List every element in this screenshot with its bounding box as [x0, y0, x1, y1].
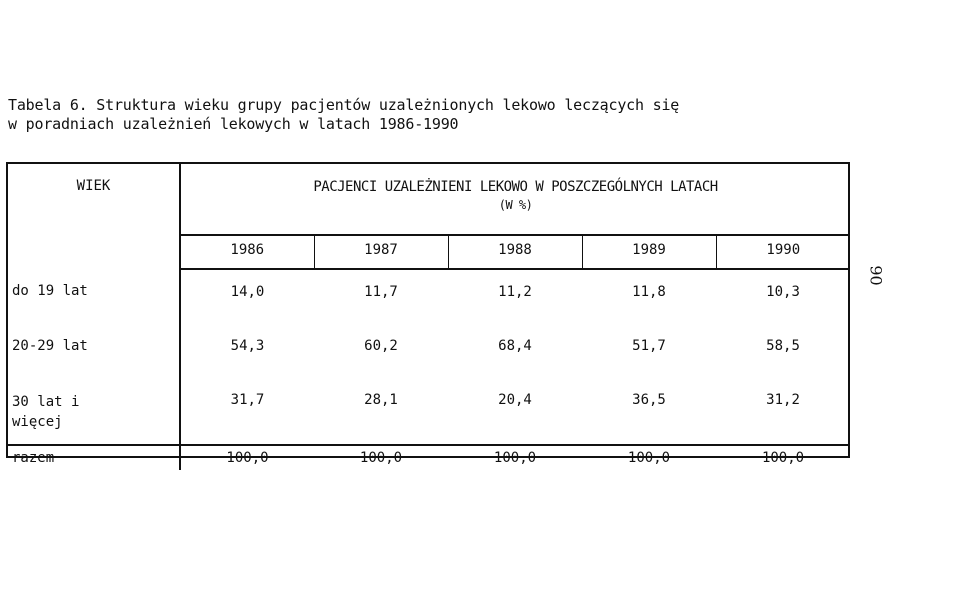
- patients-header: [180, 164, 850, 235]
- year-header: 1989: [582, 235, 716, 269]
- row-label-line: 30 lat i: [12, 394, 80, 410]
- table-cell: 11,7: [364, 284, 398, 300]
- patients-header-title: PACJENCI UZALEŻNIENI LEKOWO W POSZCZEGÓLNYCH LATACH: [313, 179, 718, 195]
- table-cell: 58,5: [766, 338, 800, 354]
- total-cell: 100,0: [448, 445, 582, 470]
- table-cell: 51,7: [632, 338, 666, 354]
- age-column-header: WIEK: [8, 164, 180, 269]
- table-cell: 68,4: [498, 338, 532, 354]
- table-cell: 60,2: [364, 338, 398, 354]
- table-cell: 20,4: [498, 392, 532, 408]
- year-header: 1986: [180, 235, 314, 269]
- caption-line-1: Tabela 6. Struktura wieku grupy pacjentów uzależnionych lekowo leczących się: [8, 96, 680, 114]
- row-label: do 19 lat: [8, 269, 180, 324]
- row-label: 20-29 lat: [8, 324, 180, 378]
- table-cell: 28,1: [364, 392, 398, 408]
- table-cell: 31,2: [766, 392, 800, 408]
- year-header: 1987: [314, 235, 448, 269]
- total-cell: 100,0: [180, 445, 314, 470]
- year-header: 1990: [716, 235, 850, 269]
- row-label: [8, 378, 180, 445]
- table-row: [8, 324, 850, 378]
- table-caption: [8, 96, 888, 134]
- table-cell: 36,5: [632, 392, 666, 408]
- data-table: [8, 164, 850, 470]
- page-number: 90: [866, 265, 886, 286]
- caption-line-2: w poradniach uzależnień lekowych w latach 1986-1990: [8, 115, 459, 133]
- total-row: [8, 445, 850, 470]
- table-cell: 11,8: [632, 284, 666, 300]
- row-label-line: więcej: [12, 414, 63, 430]
- year-header: 1988: [448, 235, 582, 269]
- table-cell: 10,3: [766, 284, 800, 300]
- total-cell: 100,0: [716, 445, 850, 470]
- total-label: razem: [8, 445, 180, 470]
- table-cell: 54,3: [230, 338, 265, 354]
- table-cell: 31,7: [230, 392, 265, 408]
- table-cell: 14,0: [230, 284, 265, 300]
- table-row: [8, 378, 850, 445]
- total-cell: 100,0: [582, 445, 716, 470]
- table-cell: 11,2: [498, 284, 532, 300]
- age-structure-table: [6, 162, 850, 466]
- total-cell: 100,0: [314, 445, 448, 470]
- unit-label: (W %): [498, 198, 533, 212]
- table-row: [8, 269, 850, 324]
